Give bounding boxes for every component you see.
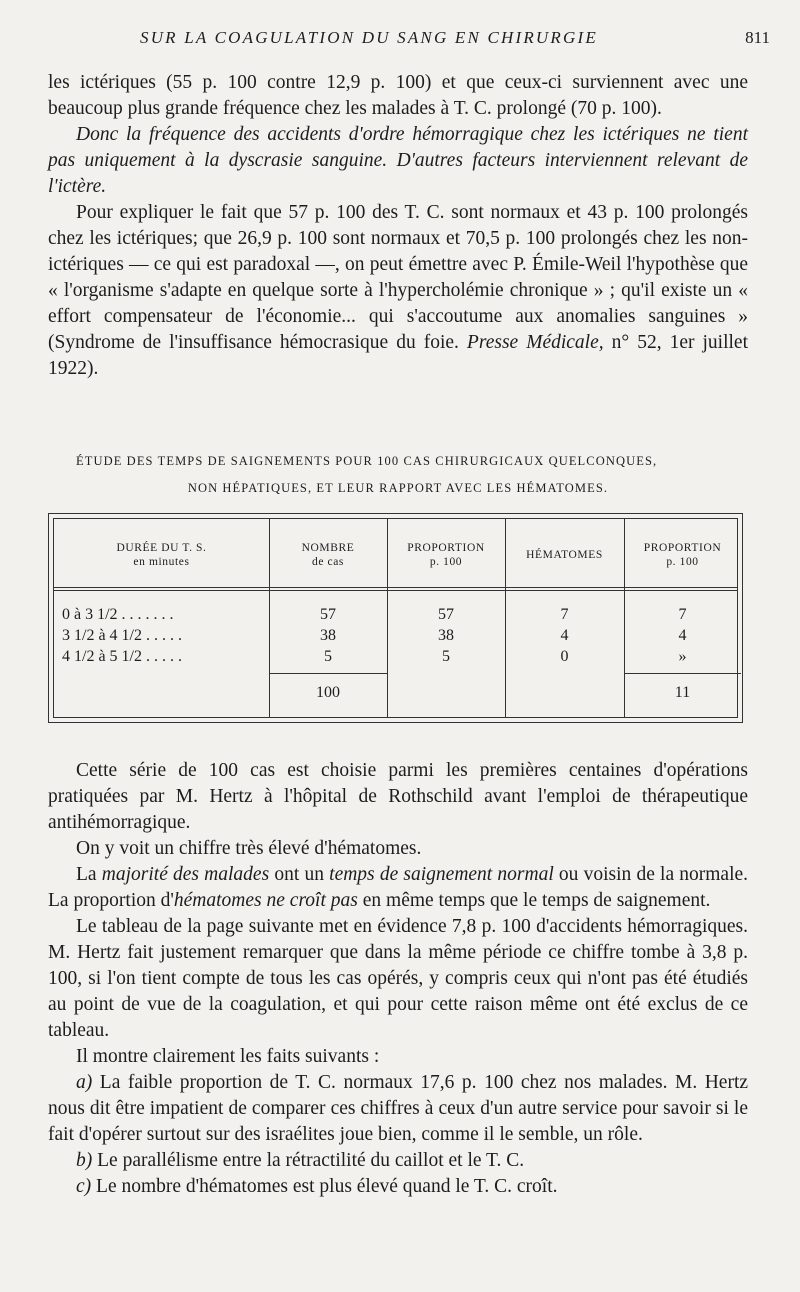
list-marker: b) [76,1150,93,1171]
header-line: DURÉE DU T. S. [116,542,207,554]
table-title [48,448,748,502]
paragraph: Il montre clairement les faits suivants : [76,1046,380,1067]
paragraph: Le tableau de la page suivante met en évidence 7,8 p. 100 d'accidents hémorragiques. M. Hertz fait justement remarquer que dans la même période ce chiffre tombe à 3,8 p. 100, si l'on tient compte de tous les cas opérés, y compris ceux qui n'ont pas été étudiés au point de vue de la coagulation, et qui pour cette raison même ont été exclus de ce tableau. [48,916,748,1041]
list-text: Le nombre d'hématomes est plus élevé quand le T. C. croît. [96,1176,558,1197]
row-duree: 0 à 3 1/2 . . . . . . . [62,606,174,623]
header-line: NOMBRE [301,542,355,554]
total-proportion-hem: 11 [674,684,691,701]
text-run: La [76,864,97,885]
paragraph-italic: Donc la fréquence des accidents d'ordre hémorragique chez les ictériques ne tient pas uniquement à la dyscrasie sanguine. D'autres facteurs interviennent relevant de l'ictère. [48,124,748,197]
source-citation: Presse Médicale, [466,332,604,353]
paragraph [48,200,748,382]
data-table [48,513,743,723]
header-line: de cas [311,556,344,568]
table-title-line: ÉTUDE DES TEMPS DE SAIGNEMENTS POUR 100 CAS CHIRURGICAUX QUELCONQUES, [76,454,658,468]
cell-proportion: 5 [442,648,450,665]
citation-end: n° 52, 1er juillet 1922). [48,332,748,379]
intro-text [48,70,748,382]
total-nombre: 100 [316,684,340,701]
list-text: Le parallélisme entre la rétractilité du caillot et le T. C. [97,1150,525,1171]
header-line: PROPORTION [643,542,722,554]
cell-hematomes: 4 [560,627,569,644]
row-duree: 4 1/2 à 5 1/2 . . . . . [62,648,182,665]
table-title-line: NON HÉPATIQUES, ET LEUR RAPPORT AVEC LES HÉMATOMES. [187,481,609,495]
list-marker: c) [76,1176,92,1197]
list-item-a [48,1070,748,1148]
header-rule [54,590,737,591]
total-rule [624,673,741,674]
cell-proportion-hem: 7 [678,606,687,623]
header-rule [54,587,737,588]
total-rule [269,673,387,674]
header-line: PROPORTION [407,542,485,554]
emphasis: majorité des malades [101,864,270,885]
row-duree: 3 1/2 à 4 1/2 . . . . . [62,627,182,644]
header-line: en minutes [133,556,190,568]
paragraph: Cette série de 100 cas est choisie parmi les premières centaines d'opérations pratiquées par M. Hertz à l'hôpital de Rothschild avant l'emploi de thérapeutique antihémorragique. [48,760,748,833]
text-run: en même temps que le temps de saignement. [362,890,711,911]
emphasis: hématomes ne croît pas [173,890,358,911]
paragraph [48,862,748,914]
cell-proportion-hem: » [678,648,687,665]
text-run: ont un [274,864,324,885]
list-item-c [48,1174,748,1200]
column-header-nombre [269,541,387,569]
cell-proportion: 38 [438,627,454,644]
header-line: p. 100 [666,556,699,568]
list-item-b [48,1148,748,1174]
emphasis: temps de saignement normal [329,864,554,885]
column-header-proportion-hem [624,541,741,569]
list-marker: a) [76,1072,93,1093]
cell-hematomes: 7 [560,606,569,623]
cell-hematomes: 0 [560,648,569,665]
cell-nombre: 38 [320,627,336,644]
column-header-duree [54,541,269,569]
header-line: HÉMATOMES [526,549,603,561]
column-header-proportion [387,541,505,569]
commentary-text [48,758,748,1200]
header-line: p. 100 [429,556,463,568]
cell-proportion: 57 [438,606,454,623]
running-title: SUR LA COAGULATION DU SANG EN CHIRURGIE [140,28,598,47]
page-number: 811 [745,28,770,47]
paragraph: les ictériques (55 p. 100 contre 12,9 p. 100) et que ceux-ci surviennent avec une beaucoup plus grande fréquence chez les malades à T. C. prolongé (70 p. 100). [48,72,748,119]
column-header-hematomes [505,548,624,562]
list-text: La faible proportion de T. C. normaux 17,6 p. 100 chez nos malades. M. Hertz nous dit être impatient de comparer ces chiffres à ceux d'un autre service pour savoir si le fait d'opérer surtout sur des israélites joue bien, comme il le semble, un rôle. [48,1072,749,1145]
cell-nombre: 57 [320,606,336,623]
table-inner-frame [53,518,738,718]
running-header [48,28,770,50]
cell-nombre: 5 [324,648,332,665]
paragraph-text: Pour expliquer le fait que 57 p. 100 des T. C. sont normaux et 43 p. 100 prolongés chez les ictériques; que 26,9 p. 100 sont normaux et 70,5 p. 100 prolongés chez les non-ictériques — ce qui est paradoxal —, on peut émettre avec P. Émile-Weil l'hypothèse que « l'organisme s'adapte en quelque sorte à l'hypercholémie chronique » ; qu'il existe un « effort compensateur de l'économie... qui s'accoutume aux anomalies sanguines » (Syndrome de l'insuffisance hémocrasique du foie. [48,202,748,353]
cell-proportion-hem: 4 [678,627,687,644]
text-run: ou voisin de la normale. La proportion d' [48,864,749,911]
paragraph: On y voit un chiffre très élevé d'hématomes. [76,838,422,859]
